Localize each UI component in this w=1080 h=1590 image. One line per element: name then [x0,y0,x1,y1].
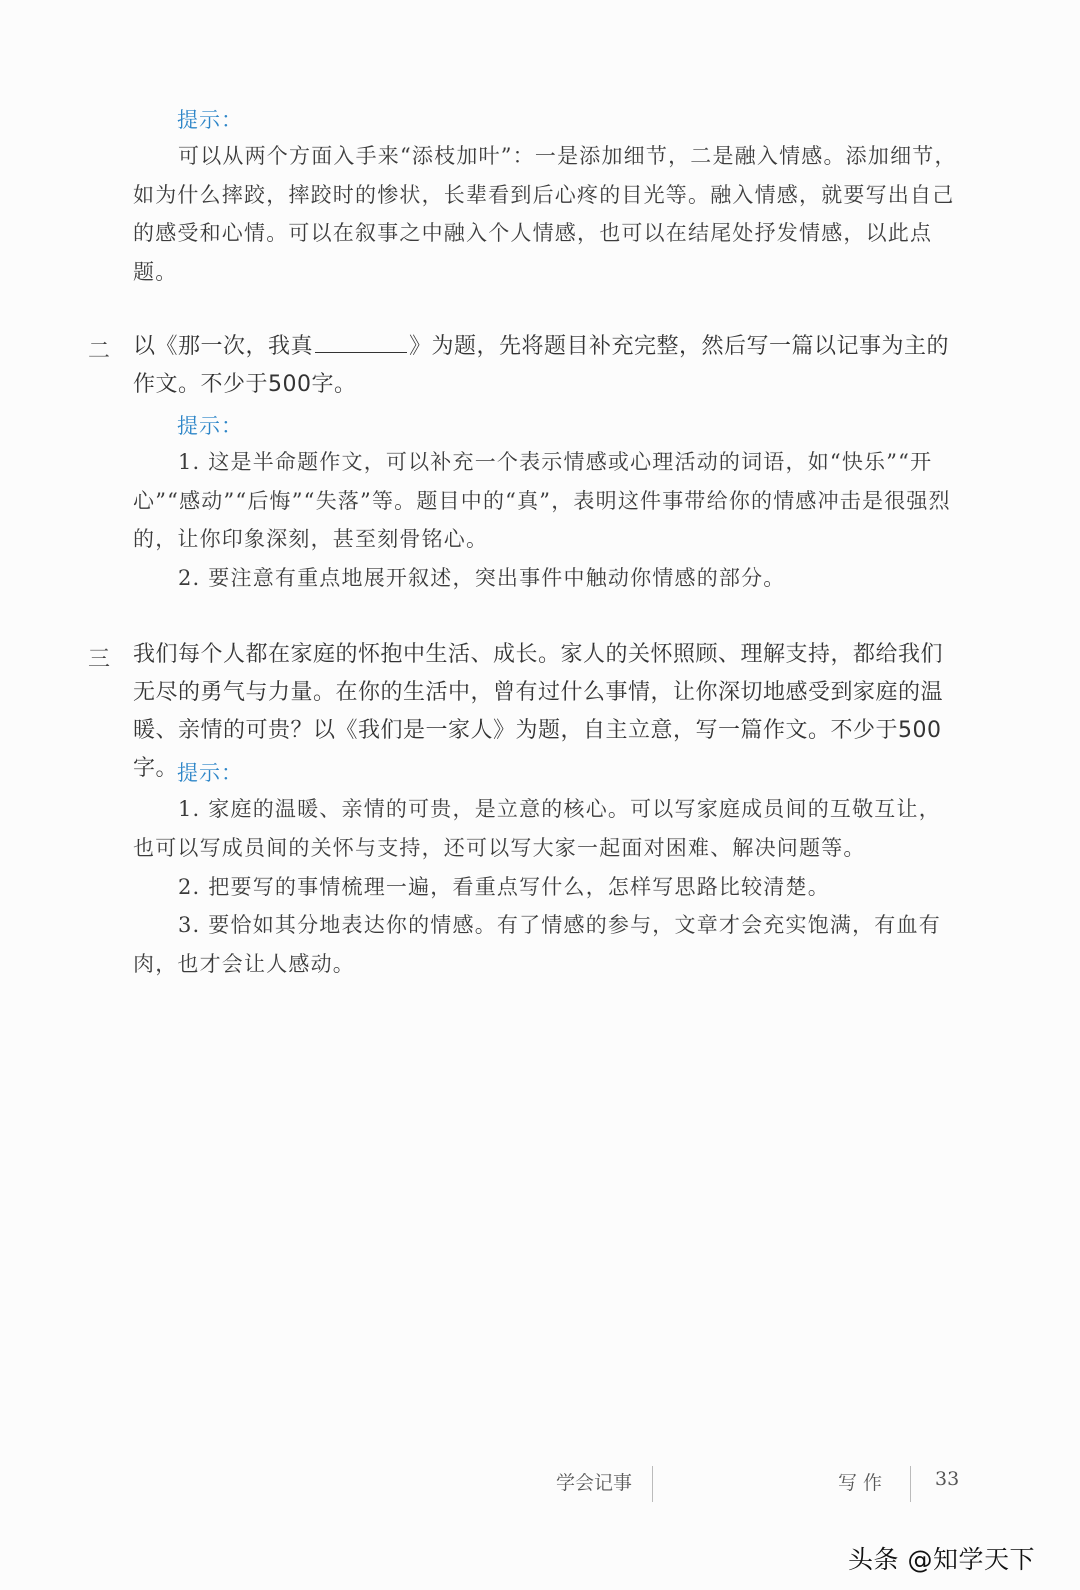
hint-text: 1. 这是半命题作文，可以补充一个表示情感或心理活动的词语，如“快乐”“开心”“感动”“后悔”“失落”等。题目中的“真”，表明这件事带给你的情感冲击是很强烈的，让你印象深刻，甚至刻骨铭心。 [133,450,951,551]
hint-text: 可以从两个方面入手来“添枝加叶”：一是添加细节，二是融入情感。添加细节，如为什么摔跤，摔跤时的惨状，长辈看到后心疼的目光等。融入情感，就要写出自己的感受和心情。可以在叙事之中融入个人情感，也可以在结尾处抒发情感，以此点题。 [133,144,957,284]
hint-text: 2. 把要写的事情梳理一遍，看重点写什么，怎样写思路比较清楚。 [178,875,830,899]
page-number: 33 [935,1468,960,1490]
hint-item [133,868,963,907]
question-text [133,328,963,404]
hint-label: 提示： [177,108,243,132]
hint-paragraph [133,137,963,291]
fill-in-blank [315,330,407,353]
footer-divider [652,1466,653,1502]
hint-label: 提示： [177,761,243,785]
hint-text: 1. 家庭的温暖、亲情的可贵，是立意的核心。可以写家庭成员间的互敬互让，也可以写成员间的关怀与支持，还可以写大家一起面对困难、解决问题等。 [133,797,941,860]
question-text: 我们每个人都在家庭的怀抱中生活、成长。家人的关怀照顾、理解支持，都给我们无尽的勇气与力量。在你的生活中，曾有过什么事情，让你深切地感受到家庭的温暖、亲情的可贵？以《我们是一家人》为题，自主立意，写一篇作文。不少于500字。 [133,642,944,781]
question-number: 三 [88,647,111,672]
question-text-after: 》为题，先将题目补充完整，然后写一篇以记事为主的作文。不少于500字。 [133,334,950,397]
hint-item [133,443,963,559]
hint-item [133,906,963,983]
watermark: 头条 @知学天下 [848,1545,1035,1574]
hint-item [133,790,963,867]
footer-divider [910,1466,911,1502]
section-label: 写 作 [838,1472,883,1494]
question-text-before: 以《那一次，我真 [133,334,314,359]
hint-item [133,559,963,598]
hint-label: 提示： [177,414,243,438]
unit-title: 学会记事 [556,1472,633,1494]
hint-text: 3. 要恰如其分地表达你的情感。有了情感的参与，文章才会充实饱满，有血有肉，也才会让人感动。 [133,913,941,976]
question-number: 二 [88,339,111,364]
hint-text: 2. 要注意有重点地展开叙述，突出事件中触动你情感的部分。 [178,566,786,590]
